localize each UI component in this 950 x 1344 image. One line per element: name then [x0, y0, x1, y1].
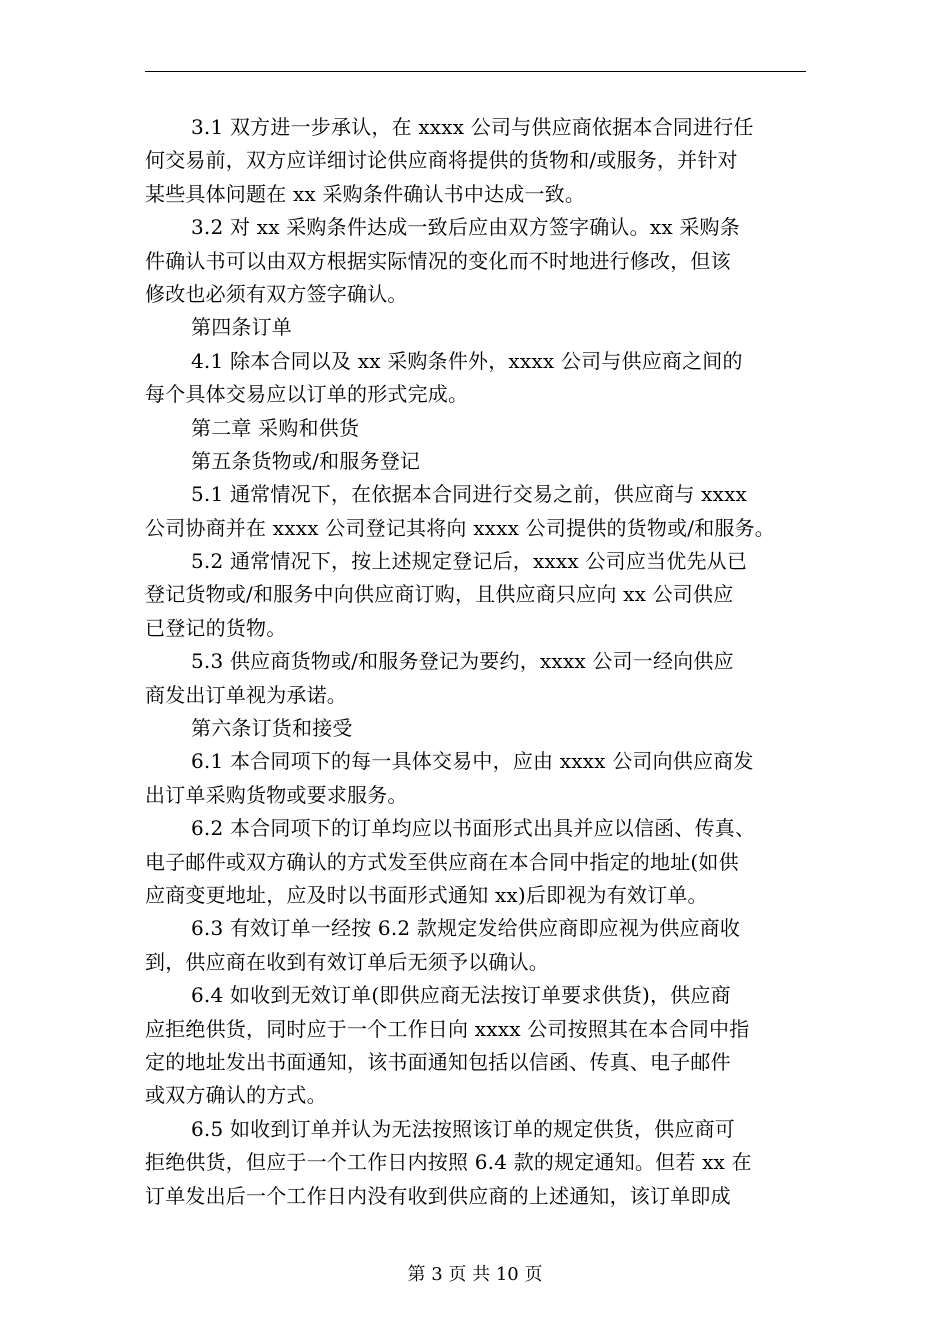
- text-line: 订单发出后一个工作日内没有收到供应商的上述通知，该订单即成: [145, 1183, 731, 1208]
- text-line: 或双方确认的方式。: [145, 1083, 327, 1108]
- text-line: 已登记的货物。: [145, 615, 287, 640]
- text-line: 第六条订货和接受: [191, 716, 353, 741]
- header-rule: [145, 71, 806, 72]
- text-line: 6.5 如收到订单并认为无法按照该订单的规定供货，供应商可: [191, 1116, 735, 1141]
- text-line: 应拒绝供货，同时应于一个工作日向 xxxx 公司按照其在本合同中指: [145, 1016, 750, 1041]
- text-line: 电子邮件或双方确认的方式发至供应商在本合同中指定的地址(如供: [145, 849, 739, 874]
- text-line: 每个具体交易应以订单的形式完成。: [145, 382, 469, 407]
- text-line: 出订单采购货物或要求服务。: [145, 782, 408, 807]
- text-line: 第五条货物或/和服务登记: [191, 448, 421, 473]
- text-line: 定的地址发出书面通知，该书面通知包括以信函、传真、电子邮件: [145, 1049, 731, 1074]
- text-line: 6.2 本合同项下的订单均应以书面形式出具并应以信函、传真、: [191, 816, 756, 841]
- text-line: 3.2 对 xx 采购条件达成一致后应由双方签字确认。xx 采购条: [191, 215, 740, 240]
- text-line: 件确认书可以由双方根据实际情况的变化而不时地进行修改，但该: [145, 248, 731, 273]
- text-line: 第四条订单: [191, 315, 292, 340]
- text-line: 第二章 采购和供货: [191, 415, 360, 440]
- text-line: 商发出订单视为承诺。: [145, 682, 347, 707]
- text-line: 5.2 通常情况下，按上述规定登记后，xxxx 公司应当优先从已: [191, 549, 748, 574]
- text-line: 应商变更地址，应及时以书面形式通知 xx)后即视为有效订单。: [145, 882, 708, 907]
- page-footer: 第 3 页 共 10 页: [407, 1264, 543, 1285]
- text-line: 修改也必须有双方签字确认。: [145, 281, 408, 306]
- text-line: 6.1 本合同项下的每一具体交易中，应由 xxxx 公司向供应商发: [191, 749, 754, 774]
- text-line: 6.4 如收到无效订单(即供应商无法按订单要求供货)，供应商: [191, 983, 731, 1008]
- text-line: 5.1 通常情况下，在依据本合同进行交易之前，供应商与 xxxx: [191, 482, 748, 507]
- text-line: 6.3 有效订单一经按 6.2 款规定发给供应商即应视为供应商收: [191, 916, 741, 941]
- text-line: 某些具体问题在 xx 采购条件确认书中达成一致。: [145, 181, 586, 206]
- text-line: 公司协商并在 xxxx 公司登记其将向 xxxx 公司提供的货物或/和服务。: [145, 515, 776, 540]
- document-body: [145, 111, 809, 1213]
- text-line: 4.1 除本合同以及 xx 采购条件外，xxxx 公司与供应商之间的: [191, 348, 743, 373]
- text-line: 到，供应商在收到有效订单后无须予以确认。: [145, 949, 549, 974]
- text-line: 拒绝供货，但应于一个工作日内按照 6.4 款的规定通知。但若 xx 在: [145, 1150, 752, 1175]
- text-line: 5.3 供应商货物或/和服务登记为要约，xxxx 公司一经向供应: [191, 649, 734, 674]
- text-line: 登记货物或/和服务中向供应商订购，且供应商只应向 xx 公司供应: [145, 582, 734, 607]
- text-line: 3.1 双方进一步承认，在 xxxx 公司与供应商依据本合同进行任: [191, 115, 754, 139]
- text-line: 何交易前，双方应详细讨论供应商将提供的货物和/或服务，并针对: [145, 148, 738, 173]
